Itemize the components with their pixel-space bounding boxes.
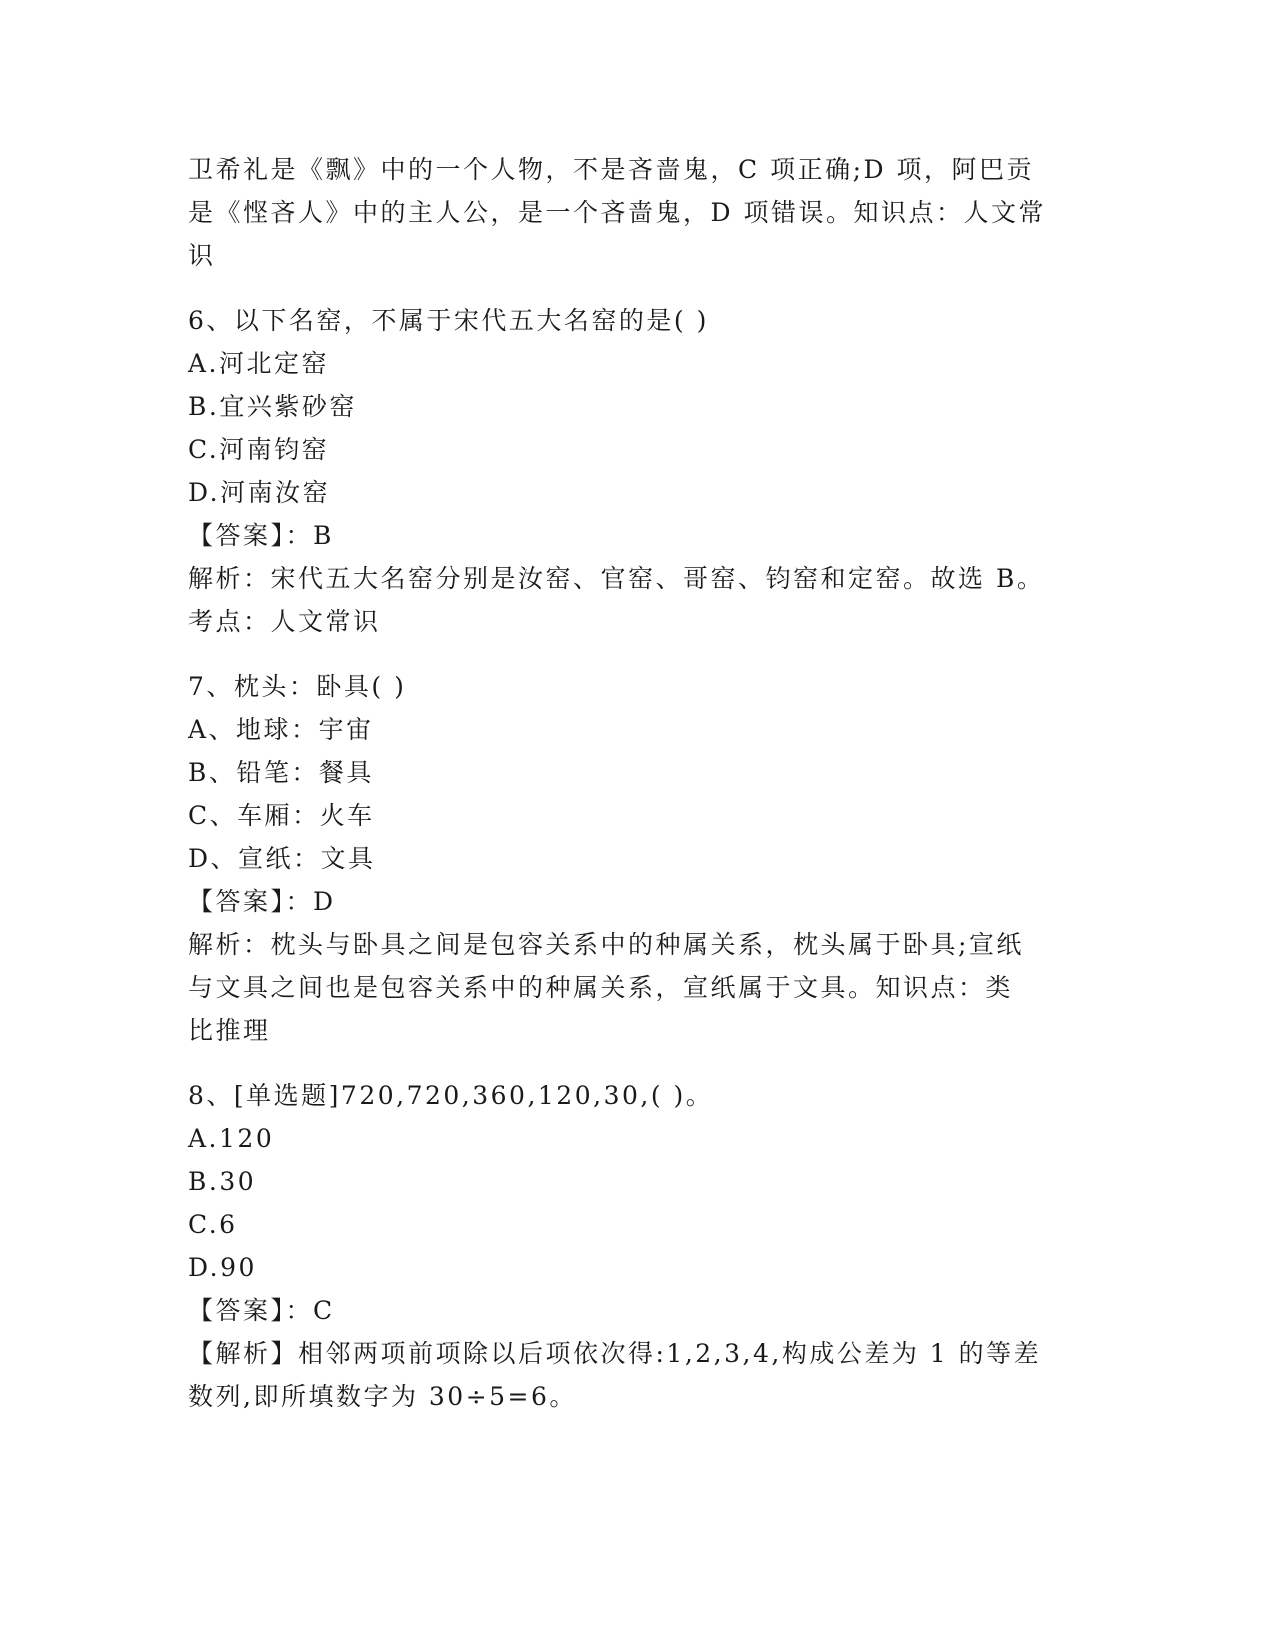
explanation-line: 【解析】相邻两项前项除以后项依次得:1,2,3,4,构成公差为 1 的等差 (188, 1339, 1042, 1368)
answer-line: 【答案】：B (188, 521, 334, 550)
page-content (188, 148, 1088, 1418)
question-6 (188, 299, 1088, 643)
answer-line: 【答案】：C (188, 1296, 335, 1325)
question-7 (188, 665, 1088, 1052)
explanation-line: 数列,即所填数字为 30÷5=6。 (188, 1382, 577, 1411)
question-stem: 8、[单选题]720,720,360,120,30,( )。 (188, 1081, 714, 1110)
intro-explanation (188, 148, 1088, 277)
option-d: D.河南汝窑 (188, 478, 331, 507)
explanation-line: 与文具之间也是包容关系中的种属关系，宣纸属于文具。知识点：类 (188, 973, 1014, 1002)
option-c: C.河南钧窑 (188, 435, 330, 464)
explanation-line: 比推理 (188, 1016, 271, 1045)
option-c: C.6 (188, 1210, 238, 1239)
explanation-line: 是《悭吝人》中的主人公，是一个吝啬鬼，D 项错误。知识点：人文常 (188, 198, 1046, 227)
option-b: B.宜兴紫砂窑 (188, 392, 357, 421)
option-a: A.河北定窑 (188, 349, 330, 378)
answer-line: 【答案】：D (188, 887, 336, 916)
explanation-line: 考点：人文常识 (188, 607, 381, 636)
option-d: D、宣纸：文具 (188, 844, 376, 873)
explanation-line: 解析：枕头与卧具之间是包容关系中的种属关系，枕头属于卧具;宣纸 (188, 930, 1024, 959)
question-stem: 6、以下名窑，不属于宋代五大名窑的是( ) (188, 306, 709, 335)
question-8 (188, 1074, 1088, 1418)
explanation-line: 识 (188, 241, 216, 270)
option-a: A.120 (188, 1124, 275, 1153)
option-b: B、铅笔：餐具 (188, 758, 374, 787)
explanation-line: 卫希礼是《飘》中的一个人物，不是吝啬鬼，C 项正确;D 项，阿巴贡 (188, 155, 1034, 184)
question-stem: 7、枕头：卧具( ) (188, 672, 407, 701)
explanation-line: 解析：宋代五大名窑分别是汝窑、官窑、哥窑、钧窑和定窑。故选 B。 (188, 564, 1045, 593)
option-b: B.30 (188, 1167, 257, 1196)
option-c: C、车厢：火车 (188, 801, 375, 830)
option-d: D.90 (188, 1253, 257, 1282)
option-a: A、地球：宇宙 (188, 715, 374, 744)
